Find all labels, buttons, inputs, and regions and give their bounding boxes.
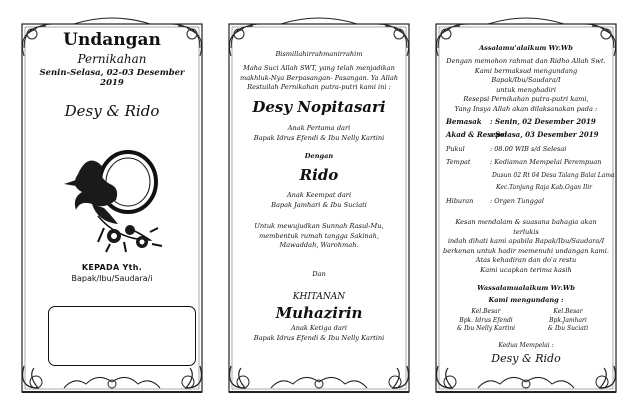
with-label: Dengan: [304, 152, 334, 160]
bride-parents: Anak Pertama dari Bapak Idrus Efendi & Ibu Nelly Kartini: [253, 124, 385, 142]
detail-value: Kec.Tanjung Raja Kab.Ogan Ilir: [496, 184, 593, 191]
event-label: Akad & Resepsi: [446, 130, 508, 139]
opening-verse: Maha Suci Allah SWT, yang telah menjadikan makhluk-Nya Berpasangan- Pasangan. Ya Allah Restuilah Pernikahan putra-putri kami ini :: [240, 64, 398, 91]
invitation-text: Dengan memohon rahmat dan Ridho Allah Swt. Kami bermaksud mengundang Bapak/Ibu/Saudara/I untuk menghadiri Resepsi Pernikahan putra-putri kami, Yang Insya Allah akan dilaksanakan pada :: [446, 57, 606, 113]
event-label: Bemasak: [446, 117, 482, 126]
farewell: Wassalamualaikum Wr.Wb: [477, 284, 575, 292]
recipient-name: Bapak/Ibu/Saudara/i: [71, 274, 153, 283]
event-details-panel: [428, 16, 624, 400]
detail-value: Dusun 02 Rt 04 Desa Talang Balai Lama: [492, 172, 615, 179]
detail-value: : 08.00 WIB s/d Selesai: [490, 145, 567, 153]
khitanan-name: Muhazirin: [275, 304, 363, 322]
invite-family-right: Kel.Besar Bpk.Jamhari & Ibu Suciati: [547, 308, 589, 332]
recipient-address-box: [48, 306, 196, 366]
bride-name: Desy Nopitasari: [252, 98, 386, 116]
and-label: Dan: [312, 270, 326, 278]
both-label: Kedua Mempelai :: [498, 342, 554, 349]
khitanan-parents: Anak Ketiga dari Bapak Idrus Efendi & Ibu Nelly Kartini: [253, 324, 385, 342]
invitation-title: Undangan: [63, 30, 161, 50]
groom-name: Rido: [299, 166, 339, 184]
groom-parents: Anak Keempat dari Bapak Jamhari & Ibu Suciati: [271, 191, 367, 209]
greeting: Assalamu'alaikum Wr.Wb: [479, 44, 573, 52]
cover-panel: [14, 16, 210, 400]
we-invite-label: Kami mengundang :: [488, 296, 564, 304]
detail-value: : Kediaman Mempelai Perempuan: [490, 158, 602, 166]
detail-label: Tempat: [446, 158, 471, 166]
closing-text: Kesan mendalam & suasana bahagia akan terlukis indah dihati kami apabila Bapak/Ibu/Saudara/I berkenan untuk hadir memenuhi undangan kami. Atas kehadiran dan do'a restu Kami ucapkan terima kasih: [443, 218, 609, 274]
invite-family-left: Kel.Besar Bpk. Idrus Efendi & Ibu Nelly Kartini: [456, 308, 516, 332]
basmalah: Bismillahirrahmanirrahim: [275, 50, 363, 58]
invitation-subtitle: Pernikahan: [77, 52, 147, 66]
recipient-label: KEPADA Yth.: [81, 263, 143, 272]
couple-names: Desy & Rido: [64, 102, 160, 120]
event-dates: Senin-Selasa, 02-03 Desember 2019: [39, 68, 185, 88]
detail-label: Pukul: [446, 145, 465, 153]
detail-value: : Orgen Tunggal: [490, 197, 544, 205]
prayer-text: Untuk mewujudkan Sunnah Rasul-Mu, membentuk rumah tangga Sakinah, Mawaddah, Warohmah.: [254, 222, 384, 249]
detail-label: Hiburan: [446, 197, 474, 205]
couple-panel: [221, 16, 417, 400]
event-value: : Selasa, 03 Desember 2019: [490, 130, 599, 139]
couple-names-footer: Desy & Rido: [491, 352, 561, 365]
khitanan-label: KHITANAN: [292, 292, 346, 302]
dove-ring-illustration: [58, 144, 168, 254]
event-value: : Senin, 02 Desember 2019: [490, 117, 596, 126]
